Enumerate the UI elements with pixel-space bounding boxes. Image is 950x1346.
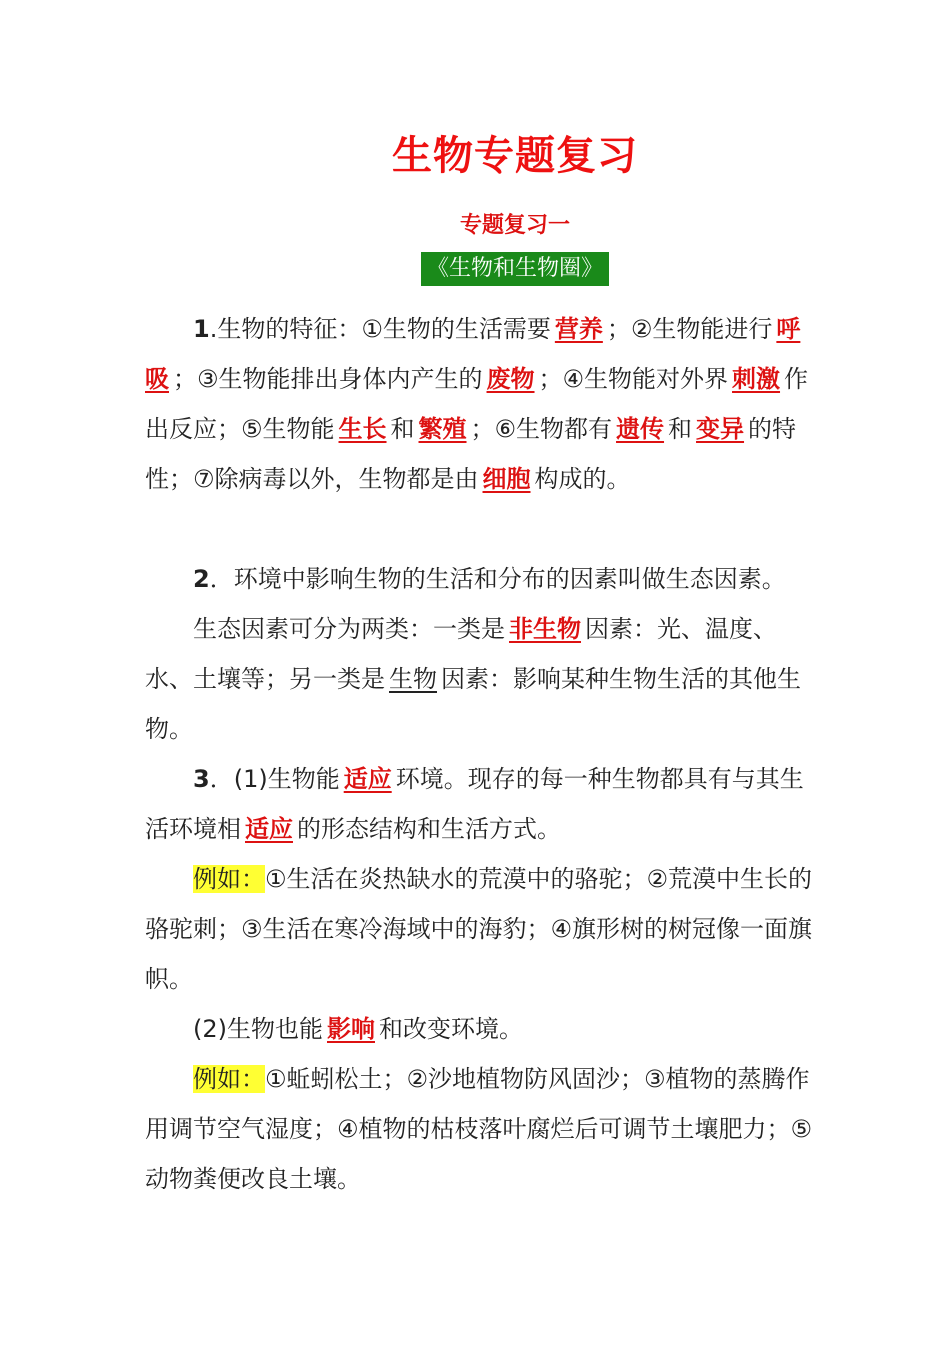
text-run: 生态因素可分为两类：一类是 bbox=[193, 615, 505, 643]
text-run: 的形态结构和生活方式。 bbox=[297, 815, 561, 843]
answer-blank: 适应 bbox=[245, 815, 293, 843]
text-run: 和 bbox=[668, 415, 693, 443]
text-run: 构成的。 bbox=[534, 465, 631, 493]
text-run: ．(1)生物能 bbox=[209, 765, 340, 793]
paragraph-1 bbox=[145, 304, 815, 504]
answer-blank: 繁殖 bbox=[418, 415, 467, 443]
text-run: 环境。现存的每一种生物都具有与其生活环境相 bbox=[145, 765, 804, 843]
item-number: 1 bbox=[193, 315, 210, 343]
answer-blank: 变异 bbox=[696, 415, 745, 443]
page-title: 生物专题复习 bbox=[392, 133, 638, 179]
example-2 bbox=[145, 1054, 815, 1204]
answer-blank: 细胞 bbox=[482, 465, 531, 493]
answer-blank: 废物 bbox=[486, 365, 535, 393]
example-1 bbox=[145, 854, 815, 1004]
answer-blank: 遗传 bbox=[616, 415, 665, 443]
body-text bbox=[145, 304, 815, 1204]
paragraph-3 bbox=[145, 754, 815, 854]
text-run: ；②生物能进行 bbox=[606, 315, 773, 343]
text-run: ；③生物能排出身体内产生的 bbox=[173, 365, 483, 393]
answer-blank: 影响 bbox=[327, 1015, 375, 1043]
text-run: (2)生物也能 bbox=[193, 1015, 323, 1043]
answer-blank: 适应 bbox=[343, 765, 392, 793]
spacer bbox=[145, 504, 815, 554]
answer-blank: 营养 bbox=[554, 315, 603, 343]
answer-blank: 生长 bbox=[338, 415, 387, 443]
text-run: 因素：光、温度、水、土壤等；另一类是 bbox=[145, 615, 777, 693]
answer-blank-plain: 生物 bbox=[389, 665, 437, 693]
answer-blank: 呼吸 bbox=[145, 315, 801, 393]
section-banner-wrap bbox=[0, 252, 950, 286]
page-subtitle: 专题复习一 bbox=[459, 213, 570, 238]
text-run: 和 bbox=[390, 415, 415, 443]
text-run: ①蚯蚓松土；②沙地植物防风固沙；③植物的蒸腾作用调节空气湿度；④植物的枯枝落叶腐烂后可调节土壤肥力；⑤动物粪便改良土壤。 bbox=[145, 1065, 813, 1193]
text-run: .生物的特征：①生物的生活需要 bbox=[209, 315, 551, 343]
paragraph-2 bbox=[145, 554, 815, 604]
text-run: 的特性；⑦除病毒以外，生物都是由 bbox=[145, 415, 797, 493]
text-run: ①生活在炎热缺水的荒漠中的骆驼；②荒漠中生长的骆驼刺；③生活在寒冷海域中的海豹；④旗形树的树冠像一面旗帜。 bbox=[145, 865, 813, 993]
answer-blank: 刺激 bbox=[732, 365, 781, 393]
answer-blank: 非生物 bbox=[509, 615, 581, 643]
text-run: 作出反应；⑤生物能 bbox=[145, 365, 809, 443]
text-run: 因素：影响某种生物生活的其他生物。 bbox=[145, 665, 801, 743]
paragraph-2b bbox=[145, 604, 815, 754]
paragraph-3b bbox=[145, 1004, 815, 1054]
item-number: 2 bbox=[193, 565, 210, 593]
example-label: 例如： bbox=[193, 865, 265, 893]
item-number: 3 bbox=[193, 765, 210, 793]
text-run: ；④生物能对外界 bbox=[538, 365, 729, 393]
section-banner: 《生物和生物圈》 bbox=[421, 252, 609, 286]
text-run: ．环境中影响生物的生活和分布的因素叫做生态因素。 bbox=[209, 565, 786, 593]
text-run: ；⑥生物都有 bbox=[470, 415, 613, 443]
example-label: 例如： bbox=[193, 1065, 265, 1093]
text-run: 和改变环境。 bbox=[379, 1015, 523, 1043]
